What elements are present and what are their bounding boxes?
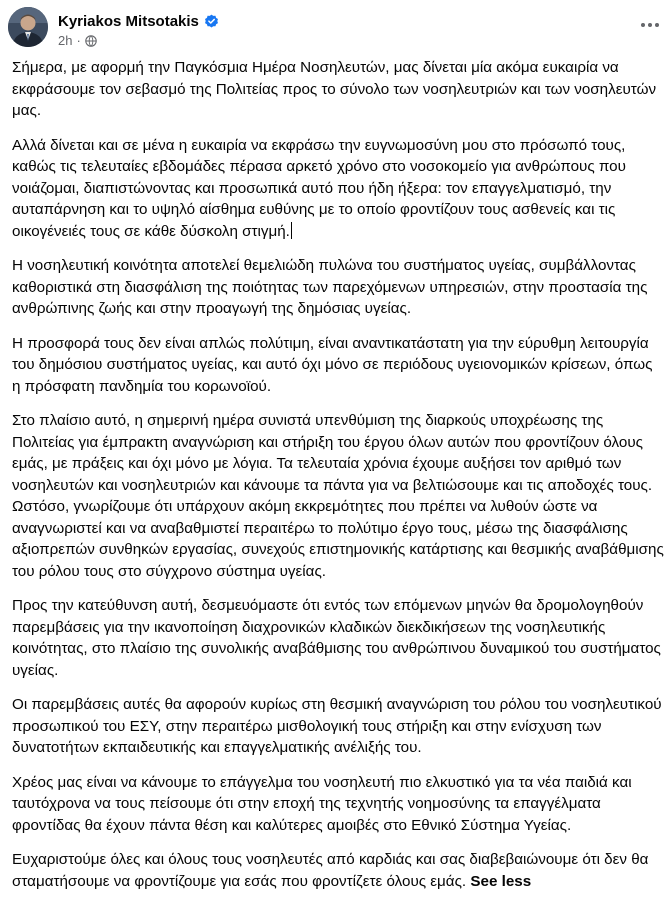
post-meta: [58, 33, 97, 48]
verified-badge-icon: [204, 14, 219, 29]
post-paragraph: [12, 849, 664, 892]
meta-separator: ·: [76, 33, 81, 48]
author-name[interactable]: Kyriakos Mitsotakis: [58, 13, 199, 30]
post-paragraph: Η προσφορά τους δεν είναι απλώς πολύτιμη, είναι αναντικατάστατη για την εύρυθμη λειτουργία του δημόσιου συστήματος υγείας, και αυτό όχι μόνο σε περιόδους υγειονομικών κρίσεων, όπως η πρόσφατη πανδημία του κορωνοϊού.: [12, 334, 653, 395]
post-paragraph: Οι παρεμβάσεις αυτές θα αφορούν κυρίως στη θεσμική αναγνώριση του ρόλου του νοσηλευτικού προσωπικού του ΕΣΥ, στην περαιτέρω μισθολογική τους στήριξη και στην ενίσχυση των δυνατοτήτων εκπαιδευτικής και επαγγελματικής ανέλιξής του.: [12, 696, 662, 756]
more-options-icon[interactable]: [636, 11, 664, 39]
post-paragraph: Στο πλαίσιο αυτό, η σημερινή ημέρα συνιστά υπενθύμιση της διαρκούς υποχρέωσης της Πολιτείας για έμπρακτη αναγνώριση και στήριξη του έργου όλων αυτών που φροντίζουν όλους εμάς, με πράξεις και όχι μόνο με λόγια. Τα τελευταία χρόνια έχουμε αυξήσει τον αριθμό των νοσηλευτών και νοσηλευτριών και κάνουμε τα πάντα για να βελτιώσουμε και τις αποδοχές τους. Ωστόσο, γνωρίζουμε ότι υπάρχουν ακόμη εκκρεμότητες που πρέπει να λυθούν ώστε να αναγνωριστεί και να αναβαθμιστεί περαιτέρω το πολύτιμο έργο τους, μέσω της διασφάλισης αξιοπρεπών συνθηκών εργασίας, συνεχούς επιστημονικής κατάρτισης και θεσμικής αναβάθμισης του ρόλου τους στο σύγχρονο σύστημα υγείας.: [12, 412, 664, 580]
avatar[interactable]: [8, 7, 48, 47]
post-paragraph: Προς την κατεύθυνση αυτή, δεσμευόμαστε ότι εντός των επόμενων μηνών θα δρομολογηθούν παρεμβάσεις για την ικανοποίηση διαχρονικών κλαδικών διεκδικήσεων της νοσηλευτικής κοινότητας, στο πλαίσιο της συνολικής αναβάθμισης του ανθρώπινου δυναμικού του συστήματος υγείας.: [12, 597, 661, 679]
globe-icon[interactable]: [85, 35, 97, 47]
post-timestamp[interactable]: 2h: [58, 33, 73, 48]
post-paragraph: Η νοσηλευτική κοινότητα αποτελεί θεμελιώδη πυλώνα του συστήματος υγείας, συμβάλλοντας καθοριστικά στη διασφάλιση της ποιότητας των παρεχόμενων υπηρεσιών, στην προστασία της ανθρώπινης ζωής και στην προαγωγή της δημόσιας υγείας.: [12, 257, 648, 317]
post-paragraph: Σήμερα, με αφορμή την Παγκόσμια Ημέρα Νοσηλευτών, μας δίνεται μία ακόμα ευκαιρία να εκφράσουμε τον σεβασμό της Πολιτείας προς το σύνολο των νοσηλευτριών και των νοσηλευτών μας.: [12, 59, 657, 119]
post-paragraph: Χρέος μας είναι να κάνουμε το επάγγελμα του νοσηλευτή πιο ελκυστικό για τα νέα παιδιά και ταυτόχρονα να τους πείσουμε ότι στην εποχή της τεχνητής νοημοσύνης τα επαγγέλματα φροντίδας θα έχουν πάντα θέση και καλύτερες αμοιβές στο Εθνικό Σύστημα Υγείας.: [12, 773, 632, 834]
post-header: [8, 7, 668, 51]
post-paragraph: [12, 135, 664, 243]
post-paragraph-text: Αλλά δίνεται και σε μένα η ευκαιρία να εκφράσω την ευγνωμοσύνη μου στο πρόσωπό τους, καθώς τις τελευταίες εβδομάδες πέρασα αρκετό χρόνο στο νοσοκομείο για ανθρώπους που νοιάζομαι, διαπιστώνοντας και προσωπικά αυτό που ήδη ήξερα: τον επαγγελματισμό, την αυταπάρνηση και το υψηλό αίσθημα ευθύνης με το οποίο φροντίζουν τους ασθενείς και τις οικογένειές τους σε κάθε δύσκολη στιγμή.: [12, 136, 626, 240]
text-cursor: [291, 222, 292, 239]
see-less-link[interactable]: See less: [470, 872, 532, 890]
post-message: [12, 57, 664, 905]
post-paragraph-text: Ευχαριστούμε όλες και όλους τους νοσηλευτές από καρδιάς και σας διαβεβαιώνουμε ότι δεν θα σταματήσουμε να φροντίζουμε για εσάς που φροντίζετε όλους εμάς.: [12, 851, 649, 890]
